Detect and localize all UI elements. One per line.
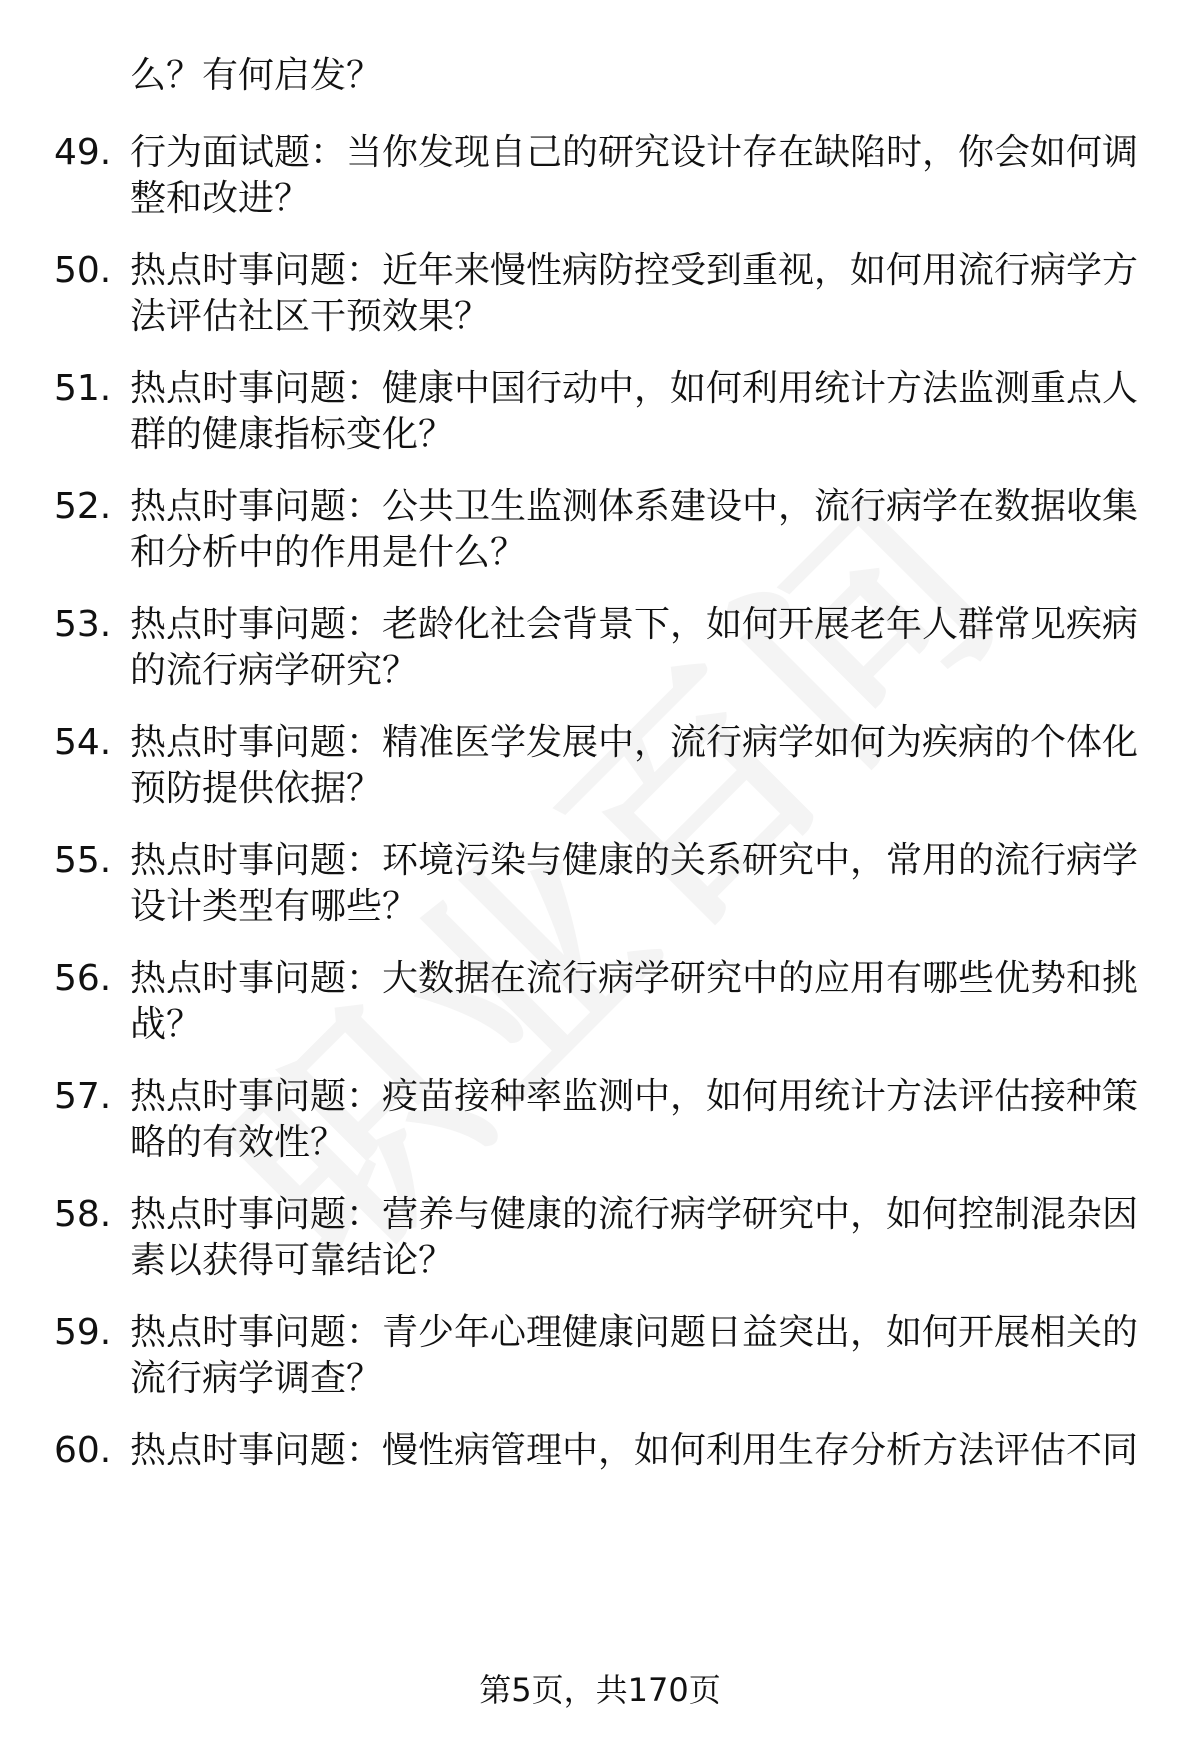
- question-number: 49.: [54, 132, 112, 173]
- question-text: 热点时事问题：大数据在流行病学研究中的应用有哪些优势和挑: [130, 958, 1139, 999]
- question-text: 热点时事问题：精准医学发展中，流行病学如何为疾病的个体化: [130, 722, 1139, 763]
- question-text: 整和改进？: [130, 178, 311, 219]
- question-text: 和分析中的作用是什么？: [130, 532, 527, 573]
- question-text: 热点时事问题：公共卫生监测体系建设中，流行病学在数据收集: [130, 486, 1139, 527]
- page-footer: 第5页，共170页: [479, 1671, 721, 1709]
- question-text: 热点时事问题：疫苗接种率监测中，如何用统计方法评估接种策: [130, 1076, 1139, 1117]
- question-number: 55.: [54, 840, 112, 881]
- question-number: 58.: [54, 1194, 112, 1235]
- question-text: 热点时事问题：环境污染与健康的关系研究中，常用的流行病学: [130, 840, 1139, 881]
- question-text: 热点时事问题：近年来慢性病防控受到重视，如何用流行病学方: [130, 250, 1139, 291]
- question-number: 51.: [54, 368, 112, 409]
- question-text: 法评估社区干预效果？: [130, 296, 491, 337]
- question-number: 54.: [54, 722, 112, 763]
- question-text: 热点时事问题：营养与健康的流行病学研究中，如何控制混杂因: [130, 1194, 1139, 1235]
- question-text: 的流行病学研究？: [130, 650, 419, 691]
- question-text: 热点时事问题：健康中国行动中，如何利用统计方法监测重点人: [130, 368, 1139, 409]
- question-number: 56.: [54, 958, 112, 999]
- question-number: 52.: [54, 486, 112, 527]
- question-text: 热点时事问题：老龄化社会背景下，如何开展老年人群常见疾病: [130, 604, 1139, 645]
- question-number: 57.: [54, 1076, 112, 1117]
- question-number: 59.: [54, 1312, 112, 1353]
- question-number: 50.: [54, 250, 112, 291]
- question-number: 53.: [54, 604, 112, 645]
- question-text: 热点时事问题：慢性病管理中，如何利用生存分析方法评估不同: [130, 1430, 1139, 1471]
- question-text: 预防提供依据？: [130, 768, 383, 809]
- question-text: 设计类型有哪些？: [130, 886, 419, 927]
- question-text: 群的健康指标变化？: [130, 414, 455, 455]
- question-text: 略的有效性？: [130, 1122, 347, 1163]
- continuation-text: 么？有何启发？: [130, 55, 383, 96]
- question-number: 60.: [54, 1430, 112, 1471]
- question-text: 热点时事问题：青少年心理健康问题日益突出，如何开展相关的: [130, 1312, 1139, 1353]
- question-text: 流行病学调查？: [130, 1358, 383, 1399]
- question-text: 行为面试题：当你发现自己的研究设计存在缺陷时，你会如何调: [130, 132, 1139, 173]
- question-text: 战？: [130, 1004, 203, 1045]
- question-text: 素以获得可靠结论？: [130, 1240, 455, 1281]
